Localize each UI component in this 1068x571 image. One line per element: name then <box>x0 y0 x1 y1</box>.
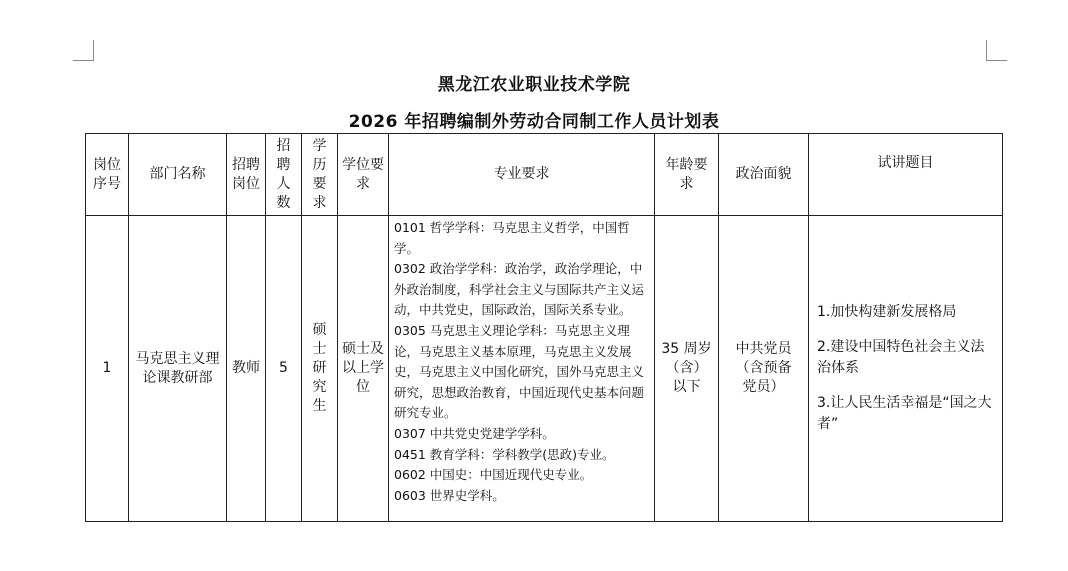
header-major: 专业要求 <box>389 134 655 216</box>
major-item: 0307 中共党史党建学学科。 <box>394 425 555 441</box>
header-dept: 部门名称 <box>129 134 227 216</box>
topic-item: 2.建设中国特色社会主义法治体系 <box>817 339 985 376</box>
header-seq: 岗位序号 <box>86 134 129 216</box>
topic-item: 1.加快构建新发展格局 <box>817 304 957 320</box>
cell-count: 5 <box>266 216 302 522</box>
page-corner-mark-top-left <box>73 40 94 61</box>
major-item: 0101 哲学学科：马克思主义哲学，中国哲学。 <box>394 220 630 256</box>
table-row <box>86 216 1003 522</box>
header-count: 招聘人数 <box>266 134 302 216</box>
cell-age: 35 周岁（含）以下 <box>655 216 719 522</box>
header-degree: 学位要求 <box>338 134 389 216</box>
header-education: 学历要求 <box>302 134 338 216</box>
page-corner-mark-top-right <box>986 40 1007 61</box>
recruitment-plan-table <box>85 133 1003 522</box>
cell-politics: 中共党员（含预备党员） <box>719 216 809 522</box>
cell-education: 硕士研究生 <box>302 216 338 522</box>
major-item: 0602 中国史：中国近现代史专业。 <box>394 467 593 483</box>
cell-post: 教师 <box>227 216 266 522</box>
cell-degree: 硕士及以上学位 <box>338 216 389 522</box>
topic-item: 3.让人民生活幸福是“国之大者” <box>817 395 992 432</box>
major-item: 0305 马克思主义理论学科：马克思主义理论，马克思主义基本原理，马克思主义发展史，马克思主义中国化研究，国外马克思主义研究，思想政治教育，中国近现代史基本问题研究专业。 <box>394 322 645 421</box>
header-post: 招聘岗位 <box>227 134 266 216</box>
header-age: 年龄要求 <box>655 134 719 216</box>
cell-major <box>389 216 655 522</box>
major-item: 0603 世界史学科。 <box>394 487 505 503</box>
header-topics: 试讲题目 <box>809 134 1003 216</box>
document-title-institution: 黑龙江农业职业技术学院 <box>437 75 631 95</box>
document-title-plan: 2026 年招聘编制外劳动合同制工作人员计划表 <box>348 112 720 132</box>
major-item: 0451 教育学科：学科教学(思政)专业。 <box>394 446 615 462</box>
cell-dept: 马克思主义理论课教研部 <box>129 216 227 522</box>
cell-topics <box>809 216 1003 522</box>
table-header-row <box>86 134 1003 216</box>
major-item: 0302 政治学学科：政治学，政治学理论，中外政治制度，科学社会主义与国际共产主义运动，中共党史，国际政治，国际关系专业。 <box>394 261 645 318</box>
header-politics: 政治面貌 <box>719 134 809 216</box>
cell-seq: 1 <box>86 216 129 522</box>
